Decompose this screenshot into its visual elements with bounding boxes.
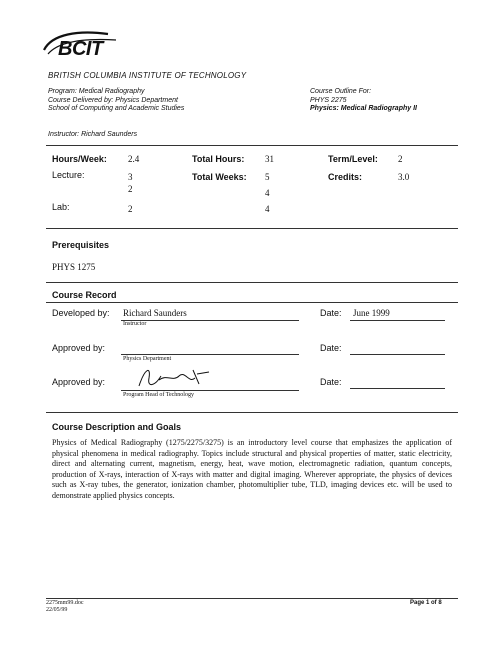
total-weeks-value-3: 4 <box>265 204 270 214</box>
outline-for-line: Course Outline For: <box>310 88 372 95</box>
hours-week-value: 2.4 <box>128 154 140 164</box>
footer-file: 2275mm99.doc <box>46 600 84 606</box>
date-line <box>350 354 445 355</box>
course-code: PHYS 2275 <box>310 96 347 104</box>
footer-code: 22/05/99 <box>46 607 68 613</box>
lecture-value-2: 2 <box>128 184 133 194</box>
divider <box>46 282 458 283</box>
bcit-logo <box>38 28 130 72</box>
course-record-title: Course Record <box>52 290 117 300</box>
page-number: Page 1 of 8 <box>410 600 442 606</box>
approved-by-role-1: Physics Department <box>123 356 172 362</box>
prerequisites-value: PHYS 1275 <box>52 262 96 272</box>
developed-by-role: Instructor <box>123 321 147 327</box>
approved-by-label-1: Approved by: <box>52 343 106 353</box>
school-line: School of Computing and Academic Studies <box>48 105 185 112</box>
term-level-label: Term/Level: <box>328 154 378 164</box>
institute-name: BRITISH COLUMBIA INSTITUTE OF TECHNOLOGY <box>48 71 247 80</box>
total-hours-label: Total Hours: <box>192 154 245 164</box>
date-value-1: June 1999 <box>353 308 390 318</box>
description-title: Course Description and Goals <box>52 422 182 432</box>
divider <box>46 302 458 303</box>
date-label-2: Date: <box>320 343 342 353</box>
header-right <box>310 88 417 114</box>
term-level-value: 2 <box>398 154 403 164</box>
signature-line <box>121 390 299 391</box>
date-line <box>350 320 445 321</box>
total-weeks-value-1: 5 <box>265 172 270 182</box>
credits-label: Credits: <box>328 172 363 182</box>
program-line: Program: Medical Radiography <box>48 88 145 95</box>
logo-text: BCIT <box>58 38 103 60</box>
developed-by-value: Richard Saunders <box>123 308 187 318</box>
approved-by-role-2: Program Head of Technology <box>123 392 194 398</box>
footer-divider <box>46 598 458 599</box>
description-body: Physics of Medical Radiography (1275/2275/3275) is an introductory level course that emphasizes the application of physical phenomena in medical radiography. Topics include structural and physical properties of matter, static electricity, direct and alternating current, magnetism, energy, heat, wave motion, electromagnetic radiation, quantum concepts, production of X-rays, interaction of X-rays with matter and digital imaging. Wherever appropriate, the physics of devices such as X-ray tubes, the generator, ionization chamber, photomultiplier tube, TLD, imaging devices etc. will be used to demonstrate applied physics concepts. <box>52 438 452 500</box>
approved-by-label-2: Approved by: <box>52 377 106 387</box>
divider <box>46 228 458 229</box>
signature-line <box>121 320 299 321</box>
handwritten-signature <box>135 364 215 392</box>
prerequisites-title: Prerequisites <box>52 240 110 250</box>
hours-week-label: Hours/Week: <box>52 154 107 164</box>
credits-value: 3.0 <box>398 172 410 182</box>
course-name: Physics: Medical Radiography II <box>310 105 417 112</box>
total-hours-value: 31 <box>265 154 274 164</box>
divider <box>46 412 458 413</box>
header-left <box>48 88 184 114</box>
lecture-value-1: 3 <box>128 172 133 182</box>
total-weeks-label: Total Weeks: <box>192 172 247 182</box>
delivered-by-line: Course Delivered by: Physics Department <box>48 96 178 104</box>
date-label-1: Date: <box>320 308 342 318</box>
lecture-label: Lecture: <box>52 170 85 180</box>
instructor-line: Instructor: Richard Saunders <box>48 131 138 138</box>
date-label-3: Date: <box>320 377 342 387</box>
date-line <box>350 388 445 389</box>
lab-label: Lab: <box>52 202 70 212</box>
developed-by-label: Developed by: <box>52 308 110 318</box>
total-weeks-value-2: 4 <box>265 188 270 198</box>
signature-line <box>121 354 299 355</box>
lab-value: 2 <box>128 204 133 214</box>
divider <box>46 145 458 146</box>
